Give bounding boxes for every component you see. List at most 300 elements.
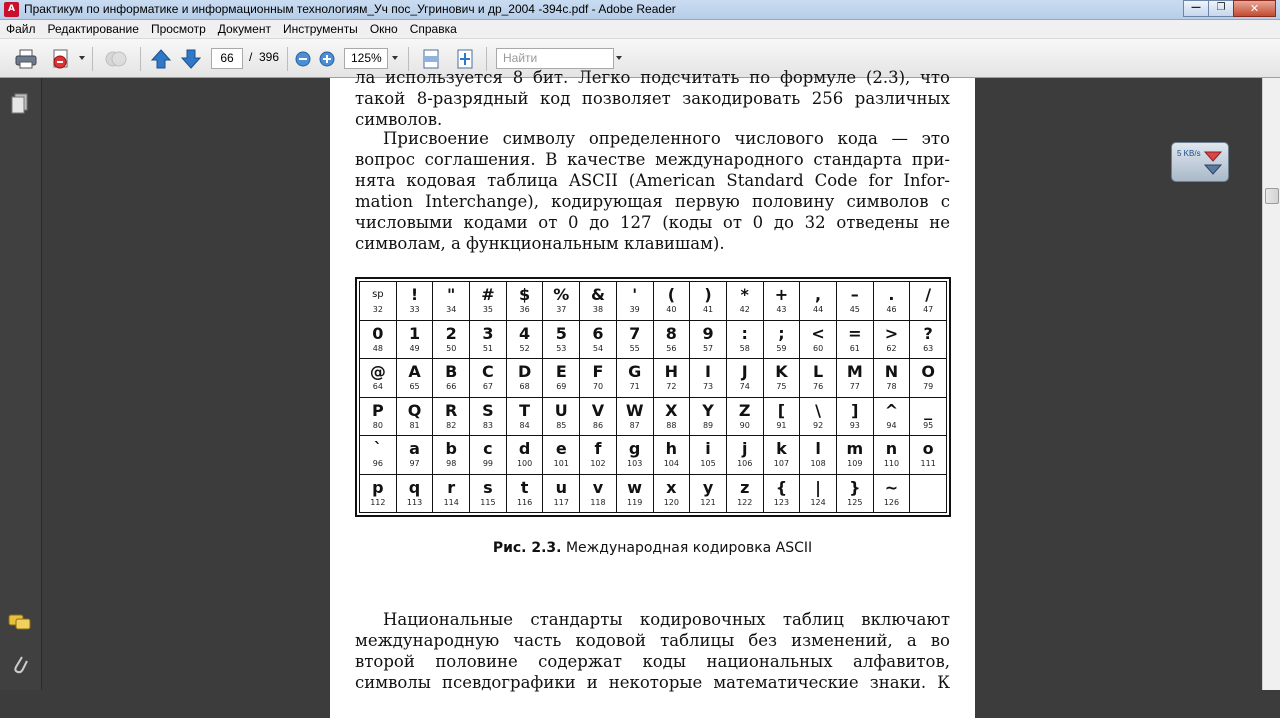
ascii-cell: [910, 320, 947, 359]
text-line: mation Interchange), кодирующая первую половину символов с: [355, 192, 950, 211]
ascii-symbol: Z: [738, 400, 751, 420]
ascii-cell: [763, 436, 800, 475]
ascii-symbol: (: [667, 285, 675, 305]
ascii-symbol: n: [885, 439, 898, 459]
save-copy-button[interactable]: [48, 47, 74, 71]
ascii-cell: [800, 436, 837, 475]
ascii-symbol: 9: [702, 323, 714, 343]
ascii-cell: [506, 397, 543, 436]
menu-window[interactable]: Окно: [369, 22, 398, 36]
print-button[interactable]: [12, 47, 40, 71]
ascii-symbol: a: [409, 439, 420, 459]
ascii-symbol: =: [848, 323, 862, 343]
ascii-cell: [433, 436, 470, 475]
zoom-in-button[interactable]: [318, 47, 336, 71]
ascii-symbol: Q: [407, 400, 422, 420]
ascii-code: 33: [409, 305, 420, 315]
ascii-symbol: U: [554, 400, 568, 420]
ascii-cell: [360, 320, 397, 359]
ascii-symbol: r: [447, 477, 456, 497]
ascii-cell: [396, 359, 433, 398]
ascii-cell: [470, 282, 507, 321]
ascii-symbol: u: [555, 477, 567, 497]
ascii-code: 81: [409, 420, 420, 430]
text-line: нята кодовая таблица ASCII (American Standard Code for Infor-: [355, 171, 950, 190]
menu-edit[interactable]: Редактирование: [47, 22, 139, 36]
ascii-cell: [726, 474, 763, 513]
search-input[interactable]: Найти: [496, 48, 614, 69]
ascii-cell: [800, 359, 837, 398]
ascii-code: 122: [737, 497, 753, 507]
ascii-symbol: 3: [482, 323, 494, 343]
ascii-code: 85: [556, 420, 567, 430]
ascii-symbol: K: [775, 362, 788, 382]
ascii-symbol: –: [850, 285, 859, 305]
ascii-code: 113: [406, 497, 423, 507]
ascii-symbol: v: [592, 477, 604, 497]
pdf-page: [330, 68, 975, 718]
ascii-cell: [910, 474, 947, 513]
previous-page-button[interactable]: [148, 47, 174, 71]
ascii-cell: [580, 359, 617, 398]
text-line: Национальные стандарты кодировочных таблиц включают: [383, 610, 950, 629]
ascii-code: 72: [666, 382, 677, 392]
page-number-input[interactable]: 66: [211, 48, 243, 69]
ascii-cell: [690, 397, 727, 436]
ascii-symbol: D: [517, 362, 532, 382]
ascii-symbol: #: [481, 285, 495, 305]
ascii-cell: [543, 397, 580, 436]
caption-label: Рис. 2.3.: [492, 540, 562, 556]
ascii-code: 35: [482, 305, 493, 315]
ascii-cell: [580, 474, 617, 513]
ascii-cell: [616, 474, 653, 513]
arrow-up-icon: [150, 48, 172, 70]
ascii-cell: [873, 359, 910, 398]
ascii-cell: [396, 397, 433, 436]
ascii-cell: [653, 320, 690, 359]
ascii-code: 70: [592, 382, 604, 392]
ascii-code: 115: [480, 497, 496, 507]
ascii-cell: [470, 436, 507, 475]
ascii-cell: [360, 436, 397, 475]
zoom-dropdown-icon[interactable]: [392, 56, 398, 60]
ascii-code: 38: [592, 305, 604, 315]
ascii-code: 92: [813, 420, 824, 430]
arrow-down-icon: [180, 48, 202, 70]
ascii-code: 51: [482, 343, 493, 353]
ascii-code: 59: [776, 343, 787, 353]
text-line: второй половине содержат коды национальных алфавитов,: [355, 652, 950, 671]
zoom-out-icon: [295, 51, 311, 67]
ascii-code: 83: [482, 420, 493, 430]
ascii-cell: [763, 359, 800, 398]
ascii-cell: [433, 397, 470, 436]
ascii-symbol: s: [483, 477, 493, 497]
ascii-cell: [653, 474, 690, 513]
ascii-symbol: ]: [851, 400, 859, 420]
adobe-reader-icon: A: [4, 2, 19, 17]
ascii-code: 110: [883, 459, 900, 469]
ascii-symbol: e: [555, 439, 567, 459]
ascii-cell: [836, 320, 873, 359]
ascii-cell: [543, 282, 580, 321]
minimize-button[interactable]: [1183, 0, 1209, 17]
ascii-symbol: T: [519, 400, 531, 420]
ascii-symbol: ~: [884, 477, 899, 497]
ascii-symbol: [910, 484, 946, 503]
text-line: символам, а функциональным клавишам).: [355, 234, 725, 253]
ascii-symbol: S: [482, 400, 494, 420]
ascii-cell: [433, 320, 470, 359]
ascii-symbol: @: [369, 362, 386, 382]
ascii-cell: [690, 436, 727, 475]
toolbar-separator: [140, 47, 141, 71]
printer-icon: [14, 48, 38, 70]
ascii-row: [360, 436, 947, 475]
title-bar: [0, 0, 1280, 20]
network-monitor-widget[interactable]: [1171, 142, 1229, 182]
ascii-code: 87: [629, 420, 640, 430]
text-line: международную часть кодовой таблицы без изменений, а во: [355, 631, 950, 650]
ascii-cell: [470, 397, 507, 436]
document-save-icon: [50, 48, 72, 70]
ascii-code: 89: [702, 420, 714, 430]
ascii-symbol: B: [445, 362, 458, 382]
ascii-code: 88: [666, 420, 677, 430]
zoom-in-icon: [319, 51, 335, 67]
ascii-symbol: p: [372, 477, 384, 497]
ascii-symbol: 0: [372, 323, 384, 343]
ascii-code: 86: [592, 420, 604, 430]
comments-panel-button[interactable]: [8, 613, 32, 637]
menu-document[interactable]: Документ: [217, 22, 271, 36]
ascii-cell: [800, 320, 837, 359]
page-separator: /: [249, 50, 253, 64]
ascii-symbol: ": [447, 285, 456, 305]
menu-tools[interactable]: Инструменты: [282, 22, 358, 36]
ascii-code: 60: [813, 343, 824, 353]
ascii-code: 64: [372, 382, 383, 392]
ascii-code: 40: [666, 305, 677, 315]
ascii-code: 82: [446, 420, 457, 430]
ascii-symbol: \: [815, 400, 822, 420]
pages-icon: [10, 92, 30, 114]
figure-caption: [330, 540, 975, 556]
ascii-symbol: {: [775, 477, 788, 497]
ascii-code: 105: [700, 459, 716, 469]
ascii-symbol: !: [410, 285, 419, 305]
ascii-code: 108: [810, 459, 826, 469]
ascii-code: 46: [886, 305, 897, 315]
ascii-symbol: ?: [923, 323, 933, 343]
collaborate-button[interactable]: [102, 47, 130, 71]
ascii-cell: [580, 436, 617, 475]
ascii-code: 125: [847, 497, 863, 507]
ascii-code: 63: [923, 343, 934, 353]
ascii-cell: [690, 359, 727, 398]
ascii-code: 84: [519, 420, 530, 430]
ascii-code: 100: [516, 459, 533, 469]
ascii-code: 126: [883, 497, 900, 507]
ascii-symbol: W: [625, 400, 644, 420]
ascii-code: 93: [849, 420, 860, 430]
ascii-code: 56: [666, 343, 677, 353]
zoom-input[interactable]: 125%: [344, 48, 388, 69]
ascii-code: 117: [553, 497, 569, 507]
ascii-symbol: &: [590, 285, 605, 305]
ascii-cell: [543, 474, 580, 513]
ascii-code: 49: [409, 343, 420, 353]
ascii-symbol: f: [594, 439, 602, 459]
ascii-symbol: o: [922, 439, 934, 459]
ascii-cell: [580, 320, 617, 359]
ascii-cell: [836, 474, 873, 513]
ascii-symbol: }: [849, 477, 861, 497]
ascii-symbol: 7: [629, 323, 641, 343]
ascii-symbol: I: [705, 362, 711, 382]
ascii-symbol: ;: [778, 323, 785, 343]
pages-panel-button[interactable]: [10, 92, 30, 118]
ascii-code: 97: [409, 459, 420, 469]
ascii-cell: [836, 397, 873, 436]
attachments-panel-button[interactable]: [10, 653, 30, 681]
ascii-code: 75: [776, 382, 787, 392]
ascii-grid: [359, 281, 947, 513]
ascii-code: 50: [446, 343, 457, 353]
ascii-code: 94: [886, 420, 897, 430]
ascii-symbol: *: [740, 285, 749, 305]
menu-file[interactable]: Файл: [6, 22, 36, 36]
ascii-cell: [580, 397, 617, 436]
ascii-code: 112: [370, 497, 386, 507]
ascii-code: 103: [627, 459, 643, 469]
ascii-cell: [396, 436, 433, 475]
ascii-symbol: i: [705, 439, 711, 459]
ascii-row: [360, 397, 947, 436]
ascii-code: 78: [886, 382, 897, 392]
ascii-cell: [396, 282, 433, 321]
close-icon: ✕: [1249, 2, 1260, 15]
ascii-code: 43: [776, 305, 787, 315]
ascii-code: 124: [810, 497, 826, 507]
text-line: числовыми кодами от 0 до 127 (коды от 0 до 32 отведены не: [355, 213, 950, 232]
ascii-cell: [800, 282, 837, 321]
ascii-symbol: |: [815, 477, 822, 497]
ascii-symbol: N: [884, 362, 899, 382]
ascii-row: [360, 474, 947, 513]
ascii-cell: [396, 474, 433, 513]
ascii-symbol: M: [846, 362, 863, 382]
ascii-code: 79: [923, 382, 934, 392]
ascii-symbol: J: [741, 362, 748, 382]
ascii-cell: [506, 359, 543, 398]
ascii-code: 80: [372, 420, 383, 430]
ascii-cell: [763, 320, 800, 359]
ascii-symbol: y: [702, 477, 714, 497]
ascii-symbol: [: [777, 400, 786, 420]
collaborate-icon: [104, 48, 128, 70]
ascii-cell: [690, 320, 727, 359]
ascii-cell: [910, 436, 947, 475]
ascii-symbol: w: [627, 477, 643, 497]
ascii-symbol: F: [592, 362, 604, 382]
vertical-scrollbar[interactable]: [1262, 78, 1280, 690]
ascii-code: 123: [773, 497, 790, 507]
paragraph-2: [355, 128, 950, 254]
ascii-symbol: z: [740, 477, 750, 497]
menu-bar: [0, 20, 1280, 39]
ascii-cell: [360, 282, 397, 321]
document-viewport[interactable]: [42, 68, 1262, 692]
ascii-symbol: A: [408, 362, 421, 382]
ascii-cell: [506, 282, 543, 321]
ascii-symbol: G: [628, 362, 642, 382]
ascii-code: 106: [737, 459, 753, 469]
text-line: вопрос соглашения. В качестве международного стандарта при-: [355, 150, 950, 169]
ascii-code: 102: [590, 459, 606, 469]
ascii-cell: [873, 397, 910, 436]
text-line: Присвоение символу определенного числового кода — это: [383, 129, 950, 148]
ascii-cell: [360, 397, 397, 436]
ascii-cell: [873, 320, 910, 359]
ascii-cell: [726, 397, 763, 436]
ascii-symbol: O: [921, 362, 935, 382]
ascii-cell: [360, 359, 397, 398]
ascii-cell: [506, 474, 543, 513]
ascii-symbol: H: [664, 362, 679, 382]
ascii-cell: [873, 436, 910, 475]
ascii-code: 48: [372, 343, 383, 353]
ascii-code: 42: [739, 305, 750, 315]
ascii-symbol: d: [518, 439, 531, 459]
ascii-code: 71: [629, 382, 640, 392]
ascii-code: 32: [372, 305, 383, 315]
ascii-symbol: _: [924, 400, 933, 420]
ascii-cell: [433, 359, 470, 398]
ascii-symbol: ^: [884, 400, 899, 420]
ascii-cell: [800, 474, 837, 513]
ascii-cell: [910, 282, 947, 321]
ascii-symbol: 4: [519, 323, 531, 343]
ascii-symbol: l: [815, 439, 821, 459]
ascii-cell: [543, 320, 580, 359]
ascii-symbol: Y: [702, 400, 714, 420]
ascii-symbol: j: [741, 439, 748, 459]
ascii-symbol: sp: [372, 289, 384, 301]
ascii-code: 47: [923, 305, 934, 315]
ascii-symbol: X: [665, 400, 678, 420]
ascii-code: 36: [519, 305, 530, 315]
ascii-cell: [616, 282, 653, 321]
ascii-code: 41: [702, 305, 714, 315]
menu-help[interactable]: Справка: [409, 22, 457, 36]
ascii-cell: [836, 359, 873, 398]
ascii-cell: [653, 359, 690, 398]
ascii-code: 66: [446, 382, 457, 392]
ascii-symbol: +: [774, 285, 789, 305]
ascii-cell: [690, 474, 727, 513]
ascii-row: [360, 320, 947, 359]
ascii-cell: [470, 474, 507, 513]
ascii-symbol: C: [482, 362, 494, 382]
ascii-cell: [396, 320, 433, 359]
restore-icon: ❐: [1216, 2, 1226, 13]
ascii-cell: [616, 436, 653, 475]
ascii-code: 77: [849, 382, 860, 392]
paragraph-1: [355, 67, 950, 130]
ascii-cell: [910, 359, 947, 398]
ascii-cell: [433, 474, 470, 513]
ascii-code: 57: [702, 343, 714, 353]
ascii-symbol: ): [704, 285, 712, 305]
next-page-button[interactable]: [178, 47, 204, 71]
search-dropdown-icon[interactable]: [616, 56, 622, 60]
ascii-symbol: <: [811, 323, 825, 343]
ascii-symbol: P: [371, 400, 384, 420]
ascii-symbol: 1: [408, 323, 421, 343]
scrollbar-thumb[interactable]: [1265, 188, 1279, 204]
ascii-symbol: $: [519, 285, 531, 305]
ascii-code: 96: [372, 459, 383, 469]
ascii-code: 53: [556, 343, 567, 353]
close-button[interactable]: [1233, 0, 1276, 17]
window-controls: [1184, 0, 1276, 17]
ascii-code: 61: [849, 343, 860, 353]
ascii-symbol: .: [888, 285, 895, 305]
ascii-code: 68: [519, 382, 530, 392]
ascii-cell: [873, 474, 910, 513]
menu-view[interactable]: Просмотр: [150, 22, 206, 36]
ascii-cell: [690, 282, 727, 321]
ascii-code: 104: [663, 459, 679, 469]
zoom-out-button[interactable]: [294, 47, 312, 71]
ascii-symbol: ,: [815, 285, 822, 305]
paragraph-3: [355, 609, 950, 693]
ascii-cell: [726, 320, 763, 359]
ascii-code: 118: [590, 497, 606, 507]
text-line: символы псевдографики и некоторые математические знаки. К: [355, 673, 950, 692]
ascii-symbol: t: [520, 477, 529, 497]
ascii-symbol: h: [665, 439, 678, 459]
chevron-down-icon[interactable]: [79, 56, 85, 60]
ascii-code: 101: [553, 459, 569, 469]
ascii-symbol: >: [884, 323, 899, 343]
ascii-code: 58: [739, 343, 750, 353]
ascii-code: 107: [773, 459, 790, 469]
ascii-row: [360, 359, 947, 398]
ascii-cell: [616, 397, 653, 436]
ascii-code: 74: [739, 382, 750, 392]
text-line: ла используется 8 бит. Легко подсчитать по формуле (2.3), что: [355, 68, 950, 87]
ascii-code: 116: [516, 497, 533, 507]
ascii-code: 54: [592, 343, 604, 353]
maximize-button[interactable]: [1208, 0, 1234, 17]
speed-readout: 5 KB/s: [1177, 149, 1201, 158]
ascii-code: 39: [629, 305, 640, 315]
ascii-symbol: q: [408, 477, 421, 497]
ascii-cell: [763, 474, 800, 513]
text-line: символов.: [355, 110, 443, 129]
ascii-cell: [653, 397, 690, 436]
ascii-cell: [506, 320, 543, 359]
ascii-symbol: 6: [592, 323, 604, 343]
ascii-code: 44: [813, 305, 824, 315]
total-pages: 396: [259, 50, 280, 64]
ascii-code: 95: [923, 420, 934, 430]
ascii-symbol: 2: [445, 323, 457, 343]
ascii-cell: [873, 282, 910, 321]
